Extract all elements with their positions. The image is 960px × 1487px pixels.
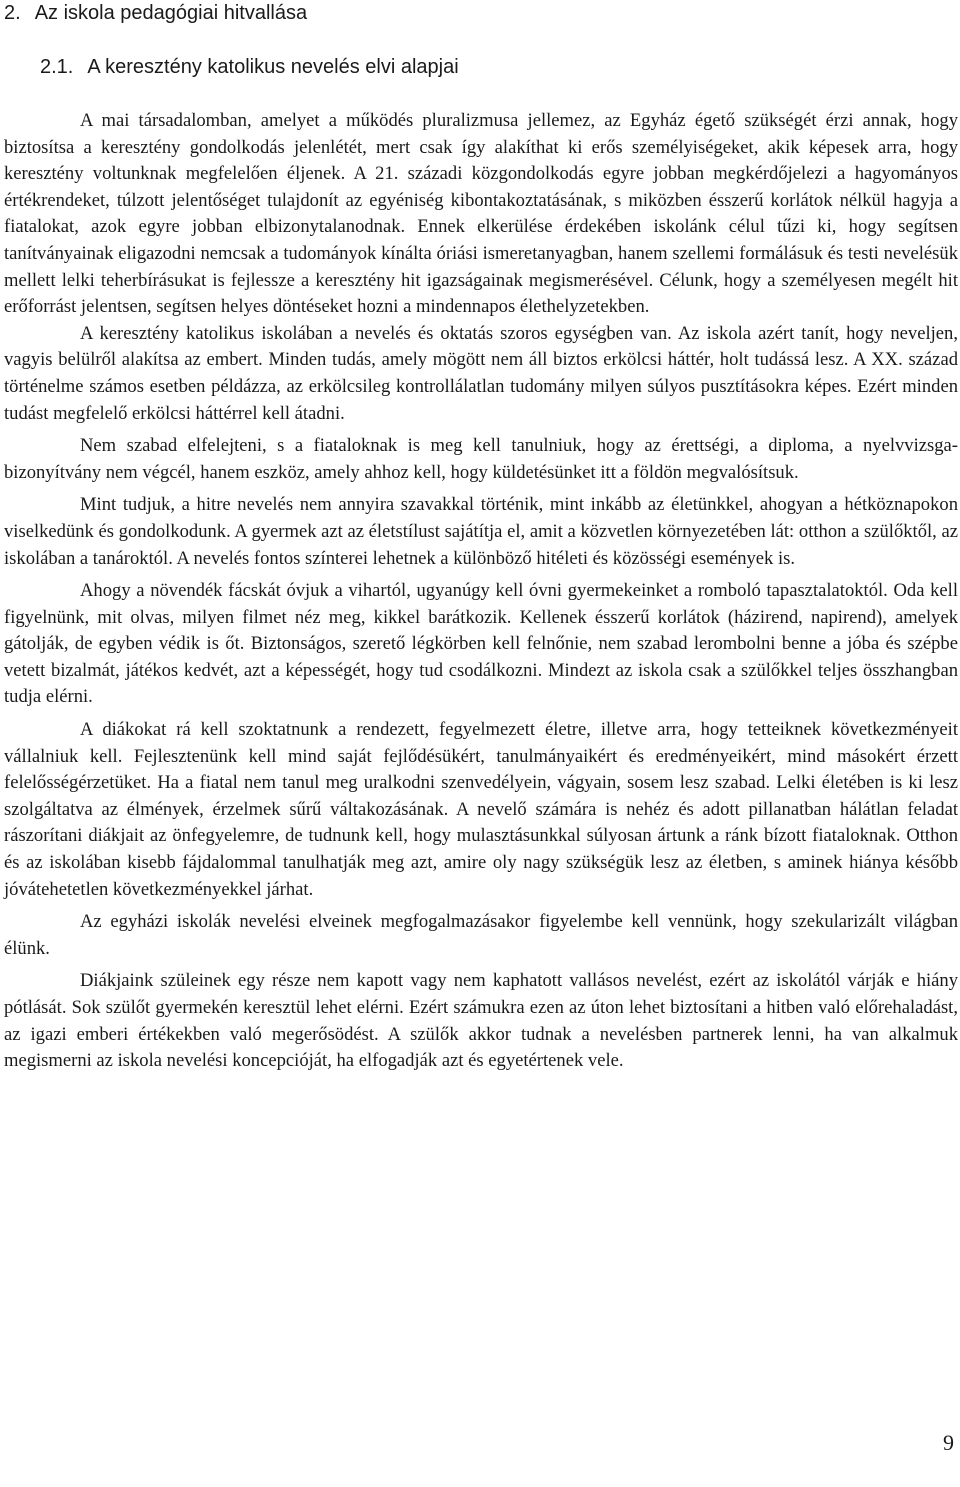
paragraph: Mint tudjuk, a hitre nevelés nem annyira szavakkal történik, mint inkább az életünkkel, ahogyan a hétköznapokon viselkedünk és gondolkodunk. A gyermek azt az életstílust sajátítja el, amit a közvetlen környezetében lát: otthon a szülőktől, az iskolában a tanároktól. A nevelés fontos színterei lehetnek a különböző hitéleti és közösségi események is. [4,494,958,569]
section-heading [4,0,307,26]
section-heading-title: Az iskola pedagógiai hitvallása [34,2,308,24]
body-text [4,108,958,1075]
paragraph: Ahogy a növendék fácskát óvjuk a vihartól, ugyanúgy kell óvni gyermekeinket a romboló tapasztalatoktól. Oda kell figyelnünk, mit olvas, milyen filmet néz meg, kikkel barátkozik. Kellenek ésszerű korlátok (házirend, napirend), amelyek gátolják, de egyben védik is őt. Biztonságos, szerető légkörben kell felnőnie, nem szabad lerombolni benne a jóba és szépbe vetett bizalmát, játékos kedvét, azt a képességét, hogy tud csodálkozni. Mindezt az iskola csak a szülőkkel teljes összhangban tudja elérni. [4,580,958,708]
paragraph: A mai társadalomban, amelyet a működés pluralizmusa jellemez, az Egyház égető szükségét érzi annak, hogy biztosítsa a keresztény gondolkodás jelenlétét, mert csak így alakíthat ki erős személyiségeket, akik képesek arra, hogy keresztény voltunknak megfelelően éljenek. A 21. századi közgondolkodás egyre jobban megkérdőjelezi a hagyományos értékrendeket, túlzott jelentőséget tulajdonít az egyéniség kibontakoztatásának, s miközben ésszerű korlátok nélkül hagyja a fiatalokat, azok egyre jobban elbizonytalanodnak. Ennek elkerülése érdekében iskolánk célul tűzi ki, hogy segítsen tanítványainak eligazodni nemcsak a tudományok kínálta óriási ismeretanyagban, hanem szellemi formálásuk és testi nevelésük mellett lelki teherbírásukat is fejlessze a keresztény hit igazságainak megismerésével. Célunk, hogy a személyesen megélt hit erőforrást jelentsen, segítsen helyes döntéseket hozni a mindennapos élethelyzetekben. [4,110,958,318]
paragraph: Nem szabad elfelejteni, s a fiataloknak is meg kell tanulniuk, hogy az érettségi, a diploma, a nyelvvizsga-bizonyítvány nem végcél, hanem eszköz, amely ahhoz kell, hogy küldetésünket itt a földön megvalósítsuk. [4,435,958,483]
page-number: 9 [943,1430,954,1455]
subsection-heading [40,54,459,80]
subsection-heading-title: A keresztény katolikus nevelés elvi alapjai [87,56,459,78]
paragraph: A diákokat rá kell szoktatnunk a rendezett, fegyelmezett életre, illetve arra, hogy tetteiknek következményeit vállalniuk kell. Fejlesztenünk kell mind saját fejlődésükért, tanulmányaikért és eredményeikért, mind másokért érzett felelősségérzetüket. Ha a fiatal nem tanul meg uralkodni szenvedélyein, vágyain, sosem lesz szabad. Lelki életében is ki lesz szolgáltatva az élmények, érzelmek sűrű váltakozásának. A nevelő számára is nehéz és adott pillanatban hálátlan feladat rászorítani diákjait az önfegyelemre, de tudnunk kell, hogy mulasztásunkkal súlyosan ártunk a ránk bízott fiataloknak. Otthon és az iskolában kisebb fájdalommal tanulhatják meg azt, amire oly nagy szükségük lesz az életben, s aminek hiánya később jóvátehetetlen következményekkel járhat. [4,719,958,900]
section-heading-number: 2. [4,2,21,24]
paragraph: Diákjaink szüleinek egy része nem kapott vagy nem kaphatott vallásos nevelést, ezért az iskolától várják e hiány pótlását. Sok szülőt gyermekén keresztül lehet elérni. Ezért számukra ezen az úton lehet biztosítani a hitben való előrehaladást, az igazi emberi értékekben való megerősödést. A szülők akkor tudnak a nevelésben partnerek lenni, ha van alkalmuk megismerni az iskola nevelési koncepcióját, ha elfogadják azt és egyetértenek vele. [4,970,958,1072]
paragraph: Az egyházi iskolák nevelési elveinek megfogalmazásakor figyelembe kell vennünk, hogy szekularizált világban élünk. [4,911,958,959]
subsection-heading-number: 2.1. [40,56,74,78]
paragraph: A keresztény katolikus iskolában a nevelés és oktatás szoros egységben van. Az iskola azért tanít, hogy neveljen, vagyis belülről alakítsa az embert. Minden tudás, amely mögött nem áll biztos erkölcsi háttér, holt tudássá lesz. A XX. század történelme számos esetben példázza, az erkölcsileg kontrollálatlan tudomány milyen súlyos pusztításokra képes. Ezért minden tudást megfelelő erkölcsi háttérrel kell átadni. [4,322,958,424]
